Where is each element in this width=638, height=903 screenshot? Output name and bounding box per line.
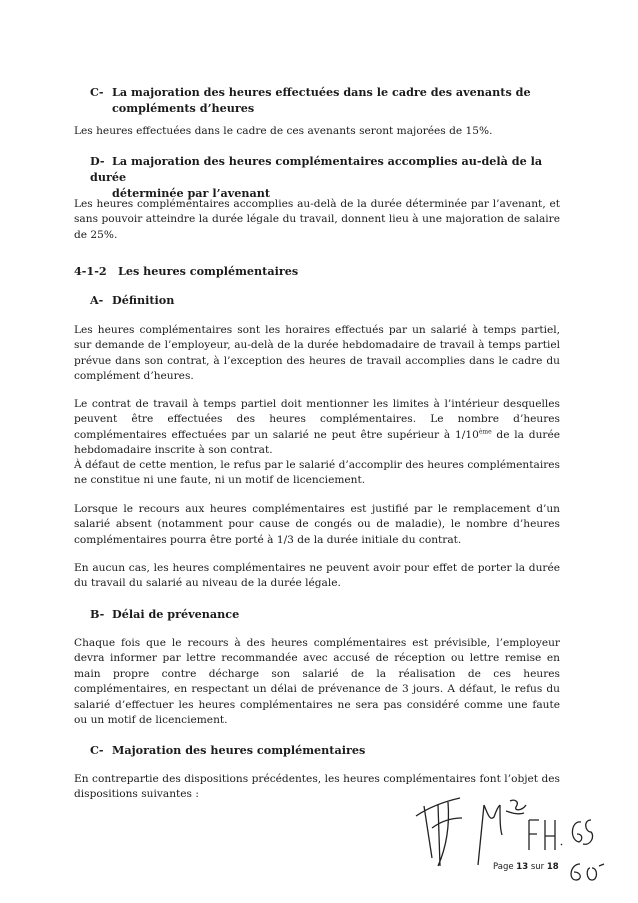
heading-b-delai	[90, 606, 560, 622]
paragraph-a2: Le contrat de travail à temps partiel doit mentionner les limites à l’intérieur desquelles peuvent être effectuées des heures complémentaires. Le nombre d’heures complémentaires effectuées par un salarié ne peut être supérieur à 1/10ème de la durée hebdomadaire inscrite à son contrat.	[74, 398, 560, 457]
page-footer: Page 13 sur 18	[493, 862, 559, 872]
paragraph-a4: Lorsque le recours aux heures complémentaires est justifié par le remplacement d’un salarié absent (notamment pour cause de congés ou de maladie), le nombre d’heures complémentaires pourra être porté à 1/3 de la durée initiale du contrat.	[74, 503, 560, 546]
heading-a-definition	[90, 292, 560, 308]
heading-title: Délai de prévenance	[112, 607, 240, 621]
heading-title: Définition	[112, 293, 175, 307]
handwritten-initials-60	[566, 860, 606, 884]
paragraph-c1: Les heures effectuées dans le cadre de ces avenants seront majorées de 15%.	[74, 125, 493, 137]
total-page-number: 18	[546, 862, 559, 872]
heading-tag: A-	[90, 293, 104, 307]
heading-tag: C-	[90, 743, 104, 757]
paragraph-b1: Chaque fois que le recours à des heures complémentaires est prévisible, l’employeur devra informer par lettre recommandée avec accusé de réception ou lettre remise en main propre contre décharge son salarié de la réalisation de ces heures complémentaires, en respectant un délai de prévenance de 3 jours. A défaut, le refus du salarié d’effectuer les heures complémentaires ne sera pas considéré comme une faute ou un motif de licenciement.	[74, 637, 560, 727]
heading-d-majoration-au-dela	[90, 153, 560, 201]
paragraph-a1: Les heures complémentaires sont les horaires effectués par un salarié à temps partiel, sur demande de l’employeur, au-delà de la durée hebdomadaire de travail à temps partiel prévue dans son contrat, à l’exception des heures de travail accomplies dans le cadre du complément d’heures.	[74, 324, 560, 383]
heading-c-majoration-avenants	[90, 84, 560, 116]
paragraph-d: Les heures complémentaires accomplies au-delà de la durée déterminée par l’avenant, et sans pouvoir atteindre la durée légale du travail, donnent lieu à une majoration de salaire de 25%.	[74, 198, 560, 241]
heading-tag: B-	[90, 607, 105, 621]
heading-title: Les heures complémentaires	[118, 264, 299, 278]
paragraph-c2: En contrepartie des dispositions précédentes, les heures complémentaires font l’objet des dispositions suivantes :	[74, 773, 560, 801]
heading-tag: C-	[90, 85, 104, 99]
heading-line2: déterminée par l’avenant	[112, 186, 271, 200]
heading-line1: La majoration des heures complémentaires accomplies au-delà de la durée	[90, 154, 543, 184]
current-page-number: 13	[516, 862, 529, 872]
heading-line1: La majoration des heures effectuées dans le cadre des avenants de	[112, 85, 531, 99]
paragraph-a3: À défaut de cette mention, le refus par le salarié d’accomplir des heures complémentaires ne constitue ni une faute, ni un motif de licenciement.	[74, 459, 560, 487]
heading-4-1-2	[74, 263, 298, 279]
signature-initials-left	[410, 788, 468, 870]
handwritten-initials-fh-gs	[525, 810, 595, 860]
heading-number: 4-1-2	[74, 264, 107, 278]
heading-title: Majoration des heures complémentaires	[112, 743, 366, 757]
heading-tag: D-	[90, 154, 105, 168]
paragraph-a5: En aucun cas, les heures complémentaires ne peuvent avoir pour effet de porter la durée du travail du salarié au niveau de la durée légale.	[74, 562, 560, 590]
heading-line2: compléments d’heures	[112, 101, 255, 115]
heading-c-majoration-complementaires	[90, 742, 560, 758]
